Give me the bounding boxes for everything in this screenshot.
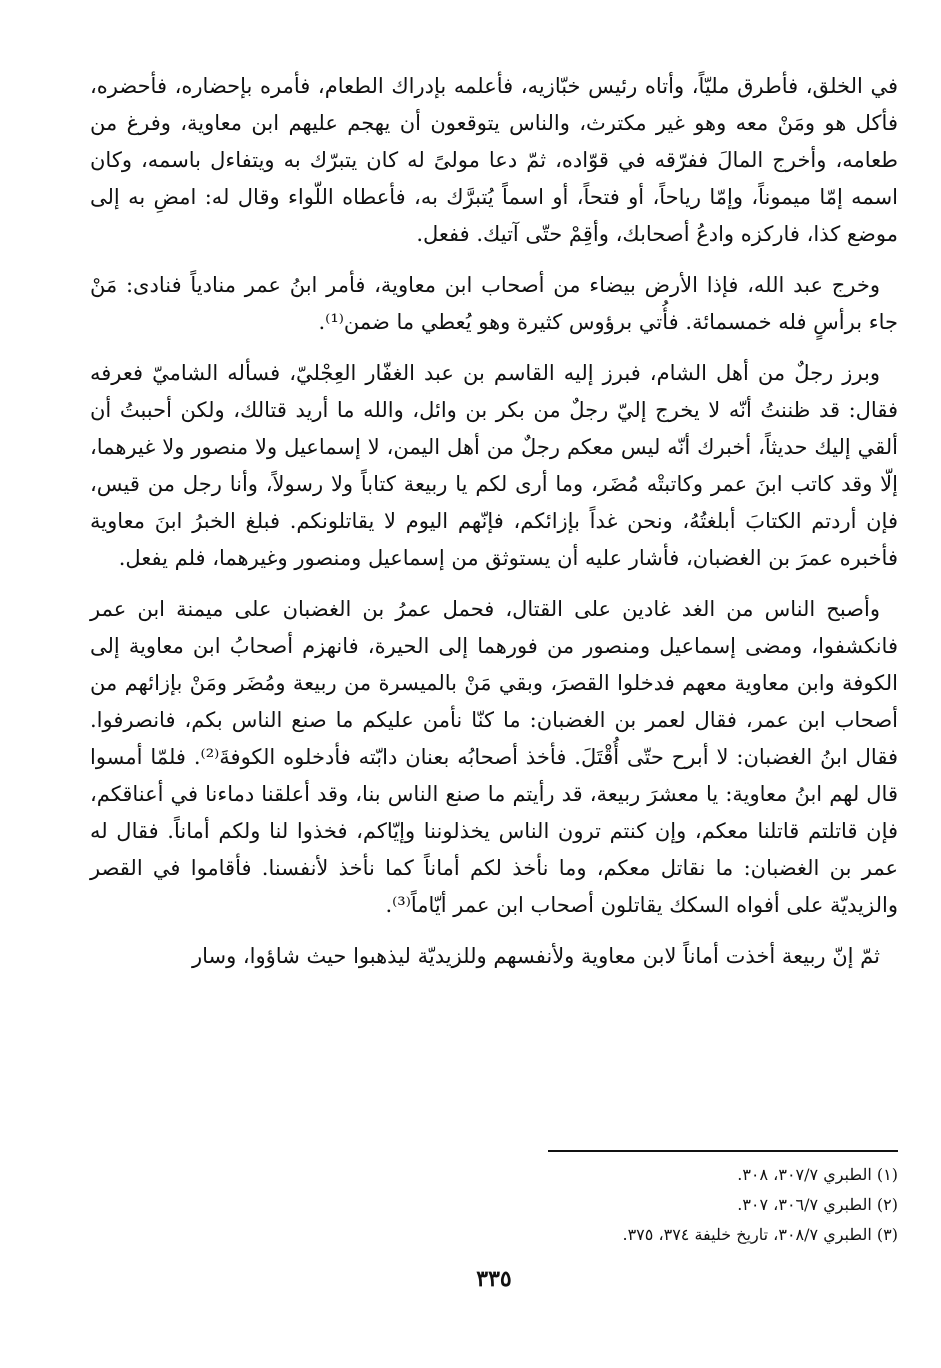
footnote-3: (٣) الطبري ٣٠٨/٧، تاريخ خليفة ٣٧٤، ٣٧٥.	[622, 1225, 898, 1244]
body-text	[90, 68, 898, 975]
footnote-separator	[548, 1150, 898, 1152]
paragraph-3: وبرز رجلٌ من أهل الشام، فبرز إليه القاسم بن عبد الغفّار العِجْليّ، فسأله الشاميّ فعرفه فقال: قد ظننتُ أنّه لا يخرج إليّ رجلٌ من بكر بن وائل، والله ما أريد قتالك، ولكن أحببتُ أن ألقي إليك حديثاً، أخبرك أنّه ليس معكم رجلٌ من أهل اليمن، لا إسماعيل ولا منصور ولا غيرهما، إلّا وقد كاتب ابنَ عمر وكاتبتْه مُضَر، وما أرى لكم يا ربيعة كتاباً ولا رسولاً، وأنا رجل من قيس، فإن أردتم الكتابَ أبلغتُهُ، ونحن غداً بإزائكم، فإنّهم اليوم لا يقاتلونكم. فبلغ الخبرُ ابنَ معاوية فأخبره عمرَ بن الغضبان، فأشار عليه أن يستوثق من إسماعيل ومنصور وغيرهما، فلم يفعل.	[90, 361, 898, 570]
page-number: ٣٣٥	[476, 1266, 512, 1292]
paragraph-2: وخرج عبد الله، فإذا الأرض بيضاء من أصحاب ابن معاوية، فأمر ابنُ عمر منادياً فنادى: مَنْ جاء برأسٍ فله خمسمائة. فأُتي برؤوس كثيرة وهو يُعطي ما ضمن⁽¹⁾.	[90, 273, 898, 334]
footnote-1: (١) الطبري ٣٠٧/٧، ٣٠٨.	[737, 1165, 898, 1184]
book-page	[90, 68, 898, 1318]
paragraph-1: في الخلق، فأطرق مليّاً، وأتاه رئيس خبّازيه، فأعلمه بإدراك الطعام، فأمره بإحضاره، فأحضره، فأكل هو ومَنْ معه وهو غير مكترث، والناس يتوقعون أن يهجم عليهم ابن معاوية، وفرغ من طعامه، وأخرج المالَ ففرّقه في قوّاده، ثمّ دعا مولىً له كان يتبرّك به ويتفاءل باسمه، وكان اسمه إمّا ميموناً، وإمّا رياحاً، أو فتحاً، أو اسماً يُتبرَّك به، فأعطاه اللّواء وقال له: امضِ به إلى موضع كذا، فاركزه وادعُ أصحابك، وأقِمْ حتّى آتيك. ففعل.	[90, 74, 898, 246]
footnote-2: (٢) الطبري ٣٠٦/٧، ٣٠٧.	[737, 1195, 898, 1214]
paragraph-5: ثمّ إنّ ربيعة أخذت أماناً لابن معاوية ولأنفسهم وللزيديّة ليذهبوا حيث شاؤوا، وسار	[191, 944, 880, 968]
paragraph-4: وأصبح الناس من الغد غادين على القتال، فحمل عمرُ بن الغضبان على ميمنة ابن عمر فانكشفوا، ومضى إسماعيل ومنصور من فورهما إلى الحيرة، فانهزم أصحابُ ابن معاوية إلى الكوفة وابن معاوية معهم فدخلوا القصرَ، وبقي مَنْ بالميسرة من ربيعة ومُضَر ومَنْ بإزائهم من أصحاب ابن عمر، فقال لعمر بن الغضبان: ما كنّا نأمن عليكم ما صنع الناس بكم، فانصرفوا. فقال ابنُ الغضبان: لا أبرح حتّى أُقْتَلَ. فأخذ أصحابُه بعنان دابّته فأدخلوه الكوفةَ⁽²⁾. فلمّا أمسوا قال لهم ابنُ معاوية: يا معشرَ ربيعة، قد رأيتم ما صنع الناس بنا، وقد أعلقنا دماءنا في أعناقكم، فإن قاتلتم قاتلنا معكم، وإن كنتم ترون الناس يخذلوننا وإيّاكم، فخذوا لنا ولكم أماناً. فقال له عمر بن الغضبان: ما نقاتل معكم، وما نأخذ لكم أماناً كما نأخذ لأنفسنا. فأقاموا في القصر والزيديّة على أفواه السكك يقاتلون أصحاب ابن عمر أيّاماً⁽³⁾.	[90, 597, 899, 917]
footnotes	[90, 1160, 898, 1250]
